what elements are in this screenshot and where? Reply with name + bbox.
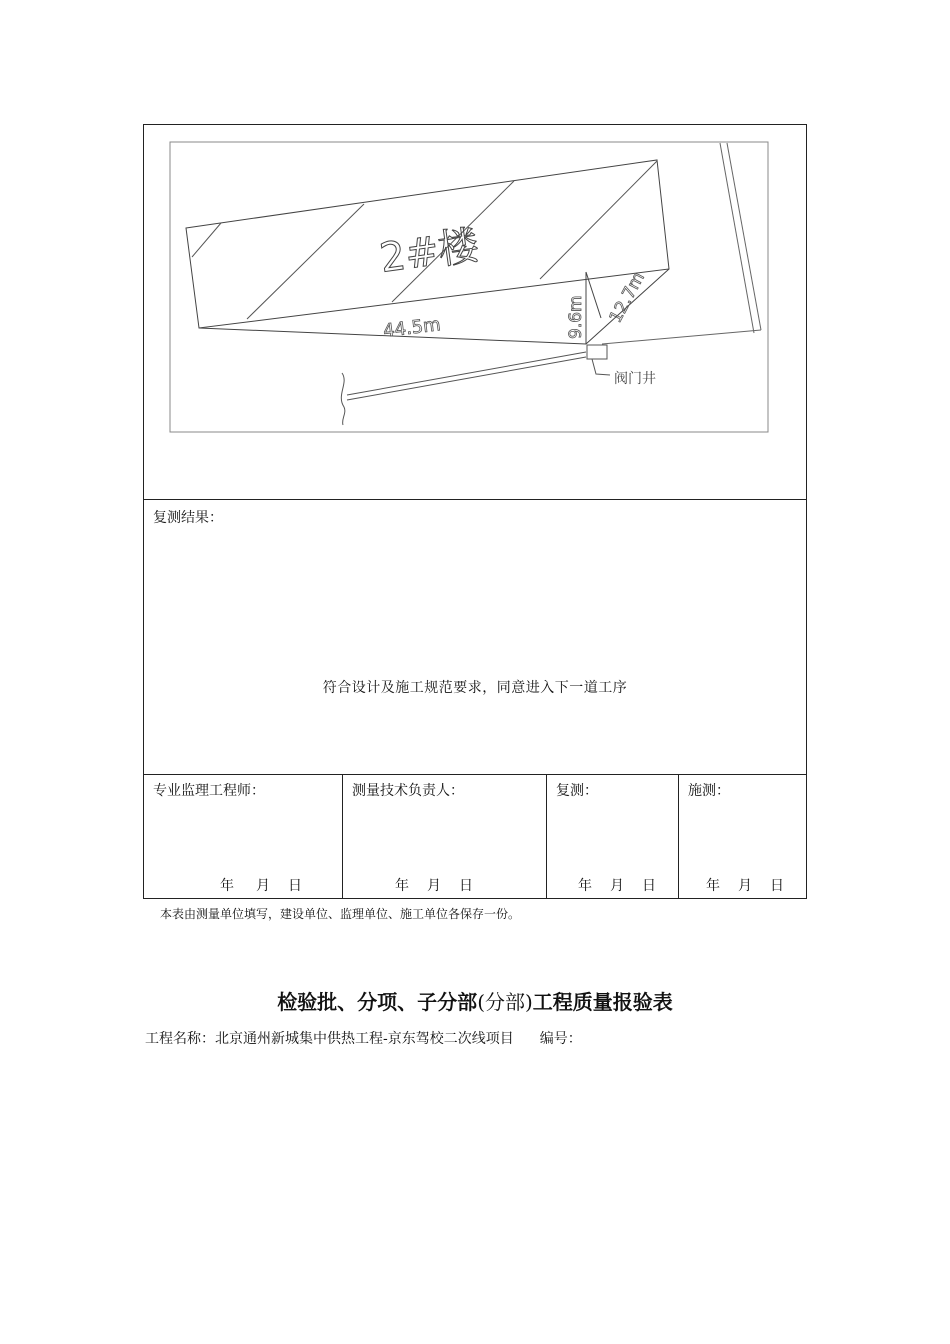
recheck-result-text: 符合设计及施工规范要求，同意进入下一道工序	[322, 680, 628, 696]
date-year: 年	[220, 878, 234, 894]
dim-diag-label: 12.7m	[605, 268, 649, 327]
dim-short-label: 9.6m	[566, 295, 586, 339]
valve-well-leader	[592, 359, 610, 375]
date-day: 日	[288, 878, 302, 894]
title-part-a: 检验批、分项、子分部	[277, 990, 478, 1014]
form-footnote: 本表由测量单位填写，建设单位、监理单位、施工单位各保存一份。	[160, 907, 521, 921]
survey-form-table	[143, 124, 807, 899]
site-sketch-drawing	[144, 125, 806, 499]
project-label: 工程名称：	[145, 1031, 215, 1047]
pipe-line	[347, 357, 586, 400]
signature-date	[395, 875, 473, 895]
date-year: 年	[578, 878, 592, 894]
date-day: 日	[770, 878, 784, 894]
date-day: 日	[459, 878, 473, 894]
signature-date	[578, 875, 656, 895]
sketch-border	[170, 142, 768, 432]
date-month: 月	[610, 878, 624, 894]
signature-label: 专业监理工程师：	[153, 783, 265, 799]
dim-length-label: 44.5m	[382, 314, 442, 342]
hatch-line	[247, 204, 364, 319]
signature-cell-survey-lead	[342, 774, 546, 898]
road-edge-line	[727, 143, 761, 330]
signature-cell-recheck	[546, 774, 678, 898]
signature-cell-surveyor	[678, 774, 806, 898]
road-edge-line	[720, 143, 754, 333]
road-edge-line	[602, 330, 761, 344]
project-name: 北京通州新城集中供热工程-京东驾校二次线项目	[215, 1031, 514, 1047]
title-part-b: 工程质量报验表	[532, 990, 673, 1014]
signature-label: 施测：	[688, 783, 730, 799]
signature-cell-supervisor	[144, 774, 342, 898]
site-sketch	[144, 125, 806, 500]
date-month: 月	[738, 878, 752, 894]
hatch-line	[192, 223, 221, 257]
building-label: 2#楼	[376, 222, 482, 282]
valve-well	[587, 345, 607, 359]
signature-label: 测量技术负责人：	[352, 783, 464, 799]
date-month: 月	[427, 878, 441, 894]
recheck-result-label: 复测结果：	[153, 510, 223, 526]
pipe-line	[347, 352, 586, 395]
recheck-result-cell	[144, 499, 806, 775]
valve-label: 阀门井	[614, 371, 656, 387]
signature-date	[706, 875, 784, 895]
hatch-line	[540, 161, 657, 279]
next-form-title	[0, 986, 950, 1015]
project-info-line	[145, 1028, 582, 1048]
signature-date	[220, 875, 302, 895]
title-part-paren: (分部)	[477, 990, 533, 1014]
break-line	[341, 373, 345, 425]
signature-label: 复测：	[556, 783, 598, 799]
date-month: 月	[256, 878, 270, 894]
date-year: 年	[706, 878, 720, 894]
date-year: 年	[395, 878, 409, 894]
form-number-label: 编号：	[539, 1031, 582, 1047]
date-day: 日	[642, 878, 656, 894]
signature-row	[144, 774, 806, 898]
